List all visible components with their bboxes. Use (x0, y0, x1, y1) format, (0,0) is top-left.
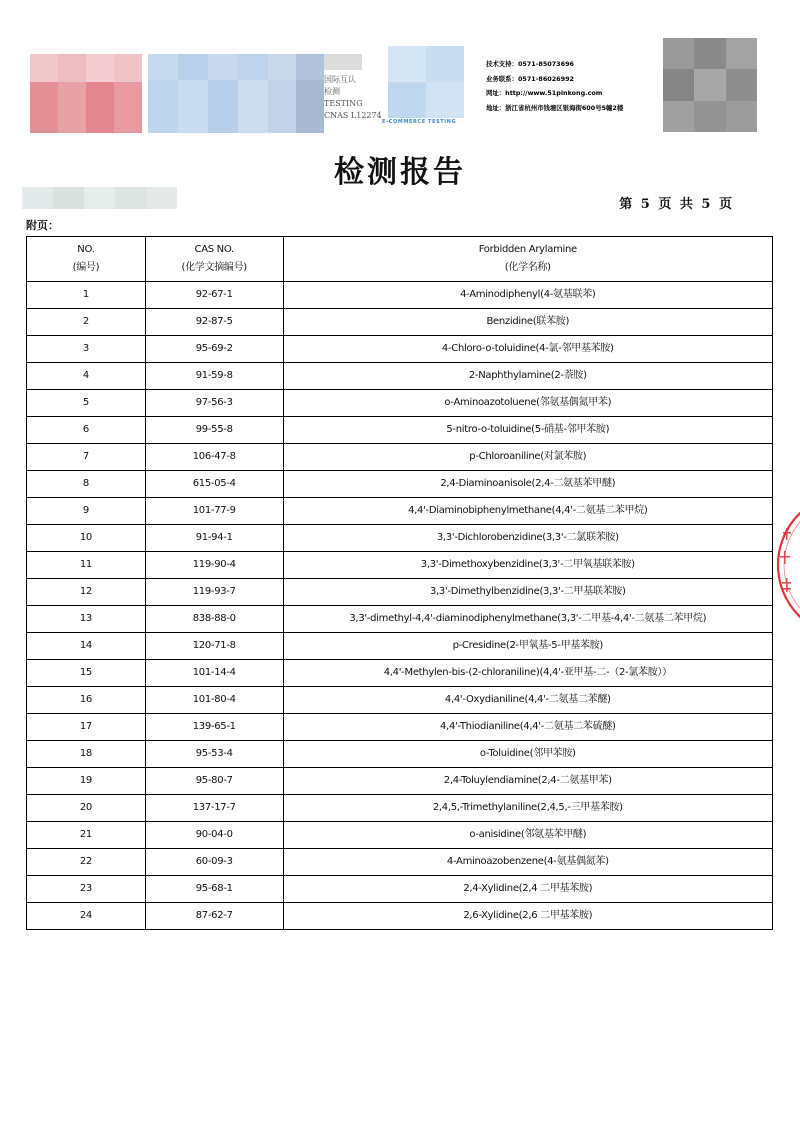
cell-no: 20 (27, 795, 146, 822)
cell-cas: 95-68-1 (145, 876, 283, 903)
cell-name: p-Cresidine(2-甲氧基-5-甲基苯胺) (283, 633, 772, 660)
cell-no: 6 (27, 417, 146, 444)
cell-name: o-Toluidine(邻甲苯胺) (283, 741, 772, 768)
cell-no: 23 (27, 876, 146, 903)
cell-cas: 615-05-4 (145, 471, 283, 498)
table-row (27, 606, 773, 633)
cell-no: 16 (27, 687, 146, 714)
cell-name: 2,4-Xylidine(2,4 二甲基苯胺) (283, 876, 772, 903)
cell-no: 19 (27, 768, 146, 795)
cell-cas: 101-80-4 (145, 687, 283, 714)
cell-no: 9 (27, 498, 146, 525)
cell-name: 4,4'-Methylen-bis-(2-chloraniline)(4,4'-亚甲基-二-（2-氯苯胺）） (283, 660, 772, 687)
cell-no: 15 (27, 660, 146, 687)
header-name-en: Forbidden Arylamine (478, 244, 577, 255)
website-line: 网址：http://www.51pinkong.com (486, 89, 603, 97)
cell-name: p-Chloroaniline(对氯苯胺) (283, 444, 772, 471)
page-indicator: 第 5 页 共 5 页 (619, 197, 734, 212)
header-cas-zh: (化学文摘编号) (181, 262, 247, 273)
cell-name: o-anisidine(邻氨基苯甲醚) (283, 822, 772, 849)
arylamine-table (26, 236, 773, 930)
header-no-en: NO. (77, 244, 95, 255)
cell-no: 10 (27, 525, 146, 552)
table-row (27, 687, 773, 714)
accreditation-line: CNAS L12274 (324, 111, 382, 120)
table-row (27, 498, 773, 525)
cell-name: 4-Aminodiphenyl(4-氨基联苯) (283, 282, 772, 309)
cell-name: 3,3'-dimethyl-4,4'-diaminodiphenylmethane(3,3'-二甲基-4,4'-二氨基二苯甲烷) (283, 606, 772, 633)
cell-cas: 119-90-4 (145, 552, 283, 579)
table-row (27, 768, 773, 795)
cell-name: 2,4-Diaminoanisole(2,4-二氨基苯甲醚) (283, 471, 772, 498)
table-row (27, 876, 773, 903)
cell-no: 5 (27, 390, 146, 417)
cell-cas: 106-47-8 (145, 444, 283, 471)
cell-cas: 838-88-0 (145, 606, 283, 633)
header-cas-en: CAS NO. (194, 244, 234, 255)
accreditation-line: 检测 (324, 87, 340, 96)
address-line: 地址：浙江省杭州市钱塘区银海街600号5幢2楼 (486, 103, 624, 112)
header-no-zh: (编号) (72, 262, 100, 273)
cell-cas: 95-69-2 (145, 336, 283, 363)
table-row (27, 309, 773, 336)
cell-cas: 60-09-3 (145, 849, 283, 876)
table-row (27, 417, 773, 444)
header-name (283, 237, 772, 282)
cell-cas: 91-59-8 (145, 363, 283, 390)
cell-name: 3,3'-Dimethylbenzidine(3,3'-二甲基联苯胺) (283, 579, 772, 606)
cell-no: 11 (27, 552, 146, 579)
cell-cas: 95-80-7 (145, 768, 283, 795)
appendix-label: 附页： (26, 219, 59, 232)
cell-no: 12 (27, 579, 146, 606)
cell-no: 24 (27, 903, 146, 930)
red-seal-stamp (770, 490, 800, 640)
cnas-logo-redacted (324, 54, 362, 70)
business-contact-line: 业务联系：0571-86026992 (486, 74, 574, 83)
company-name-logo (148, 54, 324, 133)
tech-support-line: 技术支持：0571-85073696 (486, 60, 574, 68)
report-number-redacted (22, 187, 177, 209)
header-name-zh: (化学名称) (504, 262, 551, 273)
table-row (27, 822, 773, 849)
cell-cas: 87-62-7 (145, 903, 283, 930)
cell-name: 4-Chloro-o-toluidine(4-氯-邻甲基苯胺) (283, 336, 772, 363)
cell-cas: 139-65-1 (145, 714, 283, 741)
table-row (27, 525, 773, 552)
cell-name: 4,4'-Oxydianiline(4,4'-二氨基二苯醚) (283, 687, 772, 714)
table-row (27, 336, 773, 363)
cell-cas: 97-56-3 (145, 390, 283, 417)
cell-cas: 119-93-7 (145, 579, 283, 606)
table-row (27, 552, 773, 579)
cell-no: 22 (27, 849, 146, 876)
cell-name: 4,4'-Thiodianiline(4,4'-二氨基二苯硫醚) (283, 714, 772, 741)
cell-no: 17 (27, 714, 146, 741)
table-row (27, 633, 773, 660)
cell-name: 2,4-Toluylendiamine(2,4-二氨基甲苯) (283, 768, 772, 795)
table-header-row (27, 237, 773, 282)
cell-name: 2,6-Xylidine(2,6 二甲基苯胺) (283, 903, 772, 930)
cell-cas: 120-71-8 (145, 633, 283, 660)
table-row (27, 444, 773, 471)
table-row (27, 903, 773, 930)
cell-name: o-Aminoazotoluene(邻氨基偶氮甲苯) (283, 390, 772, 417)
accreditation-line: TESTING (324, 99, 363, 108)
table-row (27, 795, 773, 822)
table-row (27, 363, 773, 390)
cell-no: 18 (27, 741, 146, 768)
cell-name: Benzidine(联苯胺) (283, 309, 772, 336)
cell-name: 4-Aminoazobenzene(4-氨基偶氮苯) (283, 849, 772, 876)
cell-cas: 101-14-4 (145, 660, 283, 687)
cell-no: 2 (27, 309, 146, 336)
cell-no: 1 (27, 282, 146, 309)
cell-name: 5-nitro-o-toluidine(5-硝基-邻甲苯胺) (283, 417, 772, 444)
header-cas (145, 237, 283, 282)
cell-cas: 90-04-0 (145, 822, 283, 849)
cell-cas: 137-17-7 (145, 795, 283, 822)
cell-cas: 91-94-1 (145, 525, 283, 552)
company-logo (30, 54, 142, 133)
cell-cas: 92-87-5 (145, 309, 283, 336)
ecommerce-label: E-COMMERCE TESTING (382, 119, 457, 125)
cell-no: 13 (27, 606, 146, 633)
accreditation-text (324, 74, 394, 122)
cell-no: 3 (27, 336, 146, 363)
cell-no: 21 (27, 822, 146, 849)
ecommerce-testing-logo (388, 46, 464, 118)
table-row (27, 282, 773, 309)
cell-name: 4,4'-Diaminobiphenylmethane(4,4'-二氨基二苯甲烷) (283, 498, 772, 525)
cell-cas: 99-55-8 (145, 417, 283, 444)
table-row (27, 471, 773, 498)
cell-no: 7 (27, 444, 146, 471)
table-body (27, 282, 773, 930)
header-no (27, 237, 146, 282)
table-row (27, 579, 773, 606)
cell-cas: 92-67-1 (145, 282, 283, 309)
table-row (27, 660, 773, 687)
cell-name: 3,3'-Dichlorobenzidine(3,3'-二氯联苯胺) (283, 525, 772, 552)
cell-no: 4 (27, 363, 146, 390)
table-row (27, 390, 773, 417)
cell-cas: 95-53-4 (145, 741, 283, 768)
cell-name: 2,4,5,-Trimethylaniline(2,4,5,-三甲基苯胺) (283, 795, 772, 822)
table-row (27, 714, 773, 741)
contact-info (486, 57, 656, 115)
cell-name: 3,3'-Dimethoxybenzidine(3,3'-二甲氧基联苯胺) (283, 552, 772, 579)
cell-no: 8 (27, 471, 146, 498)
qr-code-redacted (663, 38, 757, 132)
accreditation-line: 国际互认 (324, 75, 356, 84)
cell-no: 14 (27, 633, 146, 660)
report-title: 检测报告 (334, 155, 466, 190)
cell-cas: 101-77-9 (145, 498, 283, 525)
cell-name: 2-Naphthylamine(2-萘胺) (283, 363, 772, 390)
table-row (27, 849, 773, 876)
table-row (27, 741, 773, 768)
